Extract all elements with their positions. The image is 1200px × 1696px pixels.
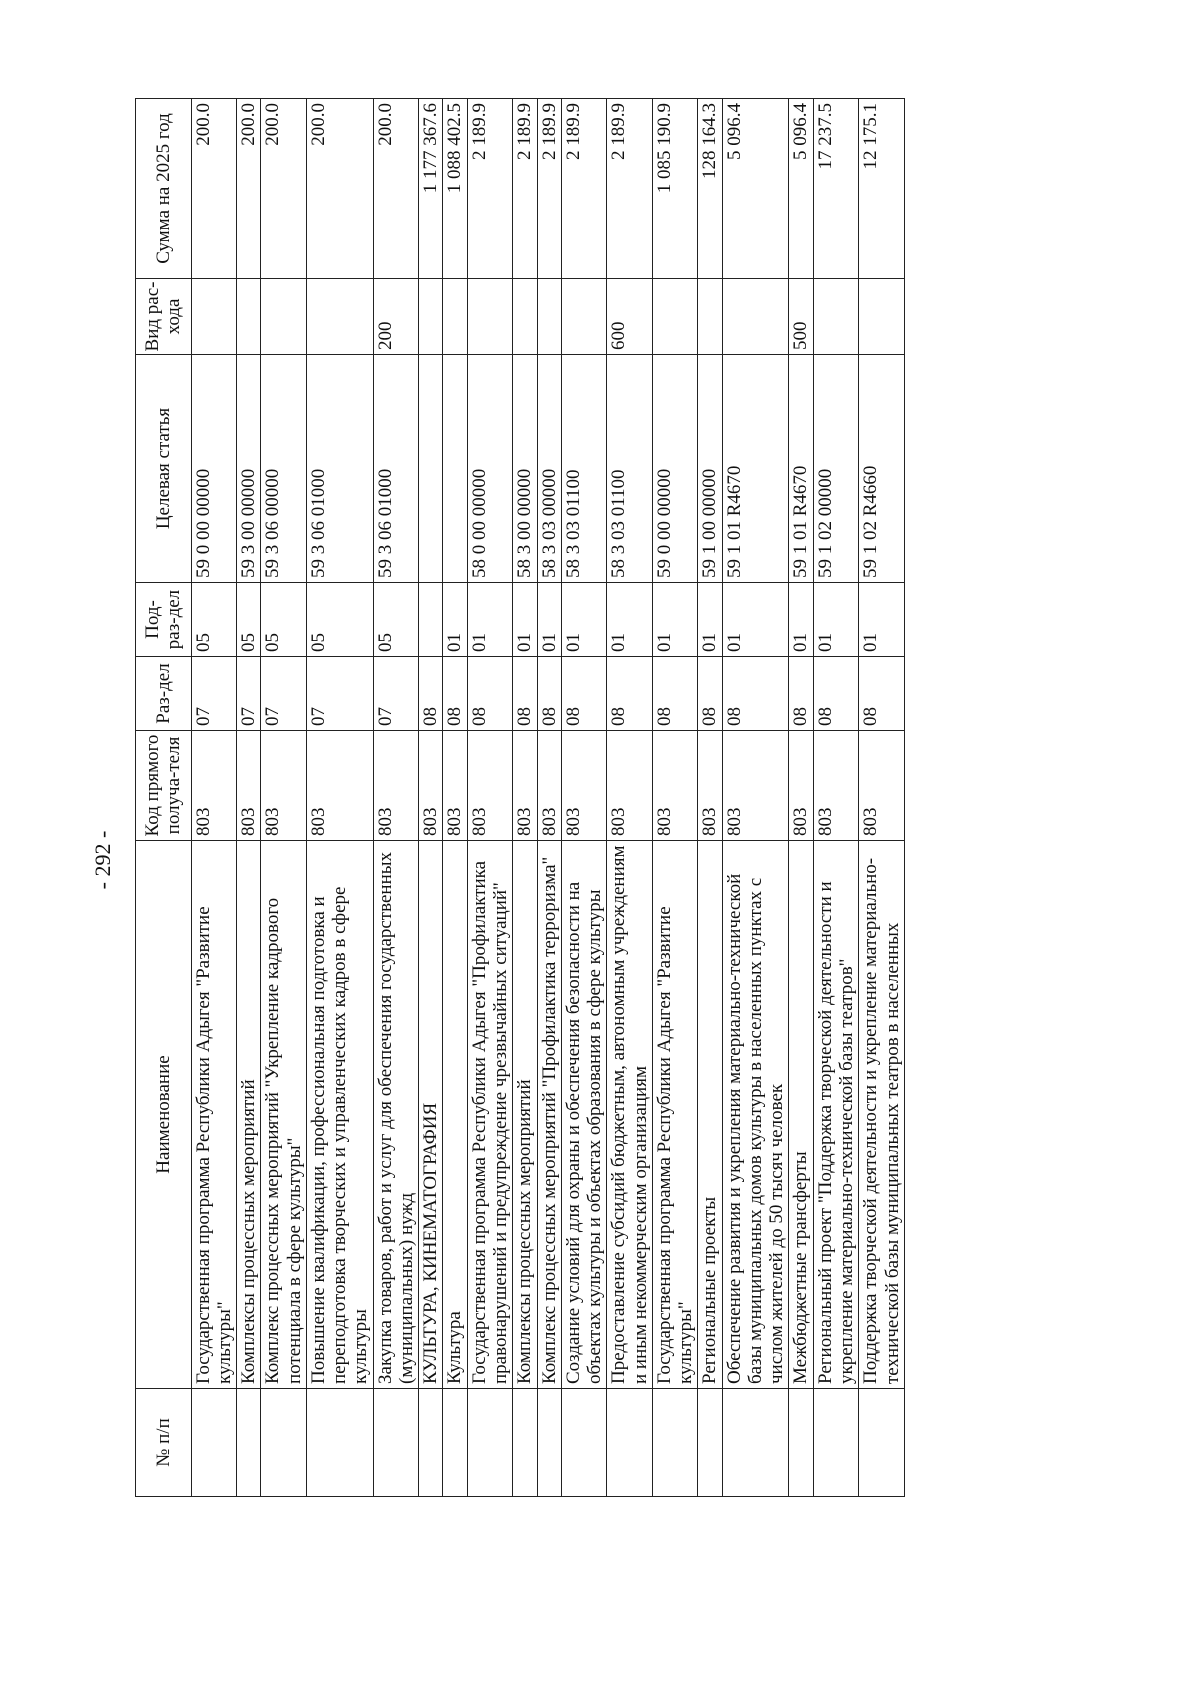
cell-recipient: 803: [467, 731, 513, 841]
cell-section: 08: [419, 657, 443, 731]
cell-amount: 2 189.9: [467, 99, 513, 279]
cell-section: 08: [698, 657, 722, 731]
cell-name: Предоставление субсидий бюджетным, автономным учреждениям и иным некоммерческим организациям: [607, 841, 653, 1389]
cell-amount: 200.0: [191, 99, 237, 279]
cell-subsection: 01: [443, 583, 467, 657]
cell-expense: 500: [789, 279, 813, 355]
cell-section: 08: [443, 657, 467, 731]
budget-table: [135, 98, 905, 1497]
cell-recipient: 803: [537, 731, 561, 841]
cell-expense: [513, 279, 537, 355]
cell-no: [373, 1389, 419, 1497]
cell-expense: [537, 279, 561, 355]
cell-amount: 128 164.3: [698, 99, 722, 279]
cell-amount: 200.0: [373, 99, 419, 279]
cell-name: Региональный проект "Поддержка творческой деятельности и укрепление материально-технической базы театров": [813, 841, 859, 1389]
cell-subsection: 01: [561, 583, 607, 657]
cell-target: 59 1 00 00000: [698, 355, 722, 583]
cell-amount: 12 175.1: [859, 99, 905, 279]
cell-name: Комплексы процессных мероприятий: [237, 841, 261, 1389]
cell-amount: 2 189.9: [561, 99, 607, 279]
cell-amount: 200.0: [261, 99, 307, 279]
cell-name: Государственная программа Республики Адыгея "Профилактика правонарушений и предупреждение чрезвычайных ситуаций": [467, 841, 513, 1389]
cell-recipient: 803: [859, 731, 905, 841]
cell-section: 08: [467, 657, 513, 731]
header-recipient: Код прямого получа-теля: [136, 731, 192, 841]
table-row: [698, 99, 722, 1497]
cell-name: Государственная программа Республики Адыгея "Развитие культуры": [652, 841, 698, 1389]
cell-target: 59 3 06 01000: [373, 355, 419, 583]
table-row: [859, 99, 905, 1497]
cell-no: [537, 1389, 561, 1497]
cell-no: [513, 1389, 537, 1497]
cell-target: 58 3 03 01100: [561, 355, 607, 583]
cell-expense: [722, 279, 789, 355]
cell-amount: 200.0: [306, 99, 373, 279]
header-no: № п/п: [136, 1389, 192, 1497]
cell-expense: [237, 279, 261, 355]
cell-expense: [306, 279, 373, 355]
cell-name: Региональные проекты: [698, 841, 722, 1389]
cell-amount: 1 088 402.5: [443, 99, 467, 279]
cell-no: [652, 1389, 698, 1497]
table-row: [261, 99, 307, 1497]
table-row: [607, 99, 653, 1497]
cell-amount: 1 177 367.6: [419, 99, 443, 279]
cell-subsection: 01: [789, 583, 813, 657]
cell-expense: [652, 279, 698, 355]
budget-table-sheet: [135, 99, 1090, 1497]
cell-amount: 17 237.5: [813, 99, 859, 279]
cell-section: 07: [191, 657, 237, 731]
cell-expense: [859, 279, 905, 355]
cell-name: Обеспечение развития и укрепления материально-технической базы муниципальных домов культуры в населенных пунктах с числом жителей до 50 тысяч человек: [722, 841, 789, 1389]
cell-subsection: 01: [698, 583, 722, 657]
cell-subsection: 05: [237, 583, 261, 657]
cell-section: 07: [373, 657, 419, 731]
cell-subsection: 05: [306, 583, 373, 657]
cell-section: 08: [607, 657, 653, 731]
cell-section: 07: [237, 657, 261, 731]
cell-name: Государственная программа Республики Адыгея "Развитие культуры": [191, 841, 237, 1389]
cell-no: [813, 1389, 859, 1497]
cell-no: [419, 1389, 443, 1497]
table-row: [722, 99, 789, 1497]
cell-expense: 600: [607, 279, 653, 355]
cell-subsection: 01: [859, 583, 905, 657]
cell-no: [561, 1389, 607, 1497]
cell-expense: [419, 279, 443, 355]
cell-recipient: 803: [722, 731, 789, 841]
cell-expense: [467, 279, 513, 355]
cell-target: 59 1 02 00000: [813, 355, 859, 583]
cell-expense: [813, 279, 859, 355]
cell-subsection: 01: [722, 583, 789, 657]
table-row: [652, 99, 698, 1497]
cell-target: 59 1 01 R4670: [789, 355, 813, 583]
table-row: [306, 99, 373, 1497]
cell-expense: 200: [373, 279, 419, 355]
table-row: [237, 99, 261, 1497]
table-header-row: [136, 99, 192, 1497]
cell-recipient: 803: [698, 731, 722, 841]
cell-recipient: 803: [789, 731, 813, 841]
table-row: [813, 99, 859, 1497]
header-name: Наименование: [136, 841, 192, 1389]
cell-target: 59 3 06 01000: [306, 355, 373, 583]
cell-target: 59 0 00 00000: [652, 355, 698, 583]
cell-subsection: 05: [373, 583, 419, 657]
table-row: [191, 99, 237, 1497]
cell-name: КУЛЬТУРА, КИНЕМАТОГРАФИЯ: [419, 841, 443, 1389]
cell-target: [419, 355, 443, 583]
cell-recipient: 803: [513, 731, 537, 841]
cell-recipient: 803: [373, 731, 419, 841]
cell-recipient: 803: [607, 731, 653, 841]
cell-expense: [443, 279, 467, 355]
cell-no: [859, 1389, 905, 1497]
table-row: [419, 99, 443, 1497]
cell-no: [237, 1389, 261, 1497]
cell-target: 59 1 02 R4660: [859, 355, 905, 583]
cell-recipient: 803: [652, 731, 698, 841]
cell-section: 08: [537, 657, 561, 731]
cell-target: 58 0 00 00000: [467, 355, 513, 583]
cell-no: [306, 1389, 373, 1497]
cell-expense: [261, 279, 307, 355]
cell-no: [789, 1389, 813, 1497]
cell-amount: 5 096.4: [789, 99, 813, 279]
cell-name: Создание условий для охраны и обеспечения безопасности на объектах культуры и объектах образования в сфере культуры: [561, 841, 607, 1389]
cell-amount: 5 096.4: [722, 99, 789, 279]
cell-section: 07: [261, 657, 307, 731]
cell-amount: 1 085 190.9: [652, 99, 698, 279]
header-amount: Сумма на 2025 год: [136, 99, 192, 279]
cell-recipient: 803: [419, 731, 443, 841]
cell-subsection: 05: [191, 583, 237, 657]
cell-recipient: 803: [813, 731, 859, 841]
cell-section: 08: [859, 657, 905, 731]
cell-recipient: 803: [443, 731, 467, 841]
cell-target: 59 0 00 00000: [191, 355, 237, 583]
cell-expense: [698, 279, 722, 355]
cell-target: 58 3 03 00000: [537, 355, 561, 583]
cell-recipient: 803: [306, 731, 373, 841]
cell-subsection: 01: [652, 583, 698, 657]
cell-name: Культура: [443, 841, 467, 1389]
cell-amount: 2 189.9: [513, 99, 537, 279]
table-row: [443, 99, 467, 1497]
cell-section: 08: [561, 657, 607, 731]
cell-expense: [191, 279, 237, 355]
cell-section: 08: [652, 657, 698, 731]
cell-recipient: 803: [191, 731, 237, 841]
cell-subsection: [419, 583, 443, 657]
cell-target: 58 3 03 01100: [607, 355, 653, 583]
cell-name: Комплекс процессных мероприятий "Профилактика терроризма": [537, 841, 561, 1389]
cell-name: Межбюджетные трансферты: [789, 841, 813, 1389]
cell-subsection: 01: [607, 583, 653, 657]
page-number: - 292 -: [90, 830, 115, 890]
cell-subsection: 01: [537, 583, 561, 657]
table-row: [373, 99, 419, 1497]
header-expense: Вид рас-хода: [136, 279, 192, 355]
cell-target: [443, 355, 467, 583]
cell-target: 59 1 01 R4670: [722, 355, 789, 583]
cell-no: [467, 1389, 513, 1497]
header-section: Раз-дел: [136, 657, 192, 731]
cell-no: [722, 1389, 789, 1497]
cell-subsection: 01: [513, 583, 537, 657]
cell-no: [191, 1389, 237, 1497]
cell-no: [261, 1389, 307, 1497]
cell-recipient: 803: [237, 731, 261, 841]
cell-no: [443, 1389, 467, 1497]
cell-amount: 200.0: [237, 99, 261, 279]
cell-subsection: 05: [261, 583, 307, 657]
cell-target: 59 3 00 00000: [237, 355, 261, 583]
cell-no: [607, 1389, 653, 1497]
cell-target: 58 3 00 00000: [513, 355, 537, 583]
cell-expense: [561, 279, 607, 355]
header-subsection: Под-раз-дел: [136, 583, 192, 657]
cell-name: Комплекс процессных мероприятий "Укрепление кадрового потенциала в сфере культуры": [261, 841, 307, 1389]
cell-subsection: 01: [467, 583, 513, 657]
table-row: [789, 99, 813, 1497]
header-target: Целевая статья: [136, 355, 192, 583]
cell-section: 08: [722, 657, 789, 731]
cell-no: [698, 1389, 722, 1497]
cell-recipient: 803: [261, 731, 307, 841]
cell-name: Закупка товаров, работ и услуг для обеспечения государственных (муниципальных) нужд: [373, 841, 419, 1389]
cell-section: 08: [513, 657, 537, 731]
cell-section: 08: [813, 657, 859, 731]
table-row: [537, 99, 561, 1497]
cell-name: Комплексы процессных мероприятий: [513, 841, 537, 1389]
table-row: [467, 99, 513, 1497]
cell-recipient: 803: [561, 731, 607, 841]
cell-amount: 2 189.9: [537, 99, 561, 279]
table-row: [513, 99, 537, 1497]
table-row: [561, 99, 607, 1497]
cell-section: 08: [789, 657, 813, 731]
cell-name: Повышение квалификации, профессиональная подготовка и переподготовка творческих и управленческих кадров в сфере культуры: [306, 841, 373, 1389]
cell-target: 59 3 06 00000: [261, 355, 307, 583]
cell-subsection: 01: [813, 583, 859, 657]
cell-name: Поддержка творческой деятельности и укрепление материально-технической базы муниципальных театров в населенных: [859, 841, 905, 1389]
cell-section: 07: [306, 657, 373, 731]
cell-amount: 2 189.9: [607, 99, 653, 279]
